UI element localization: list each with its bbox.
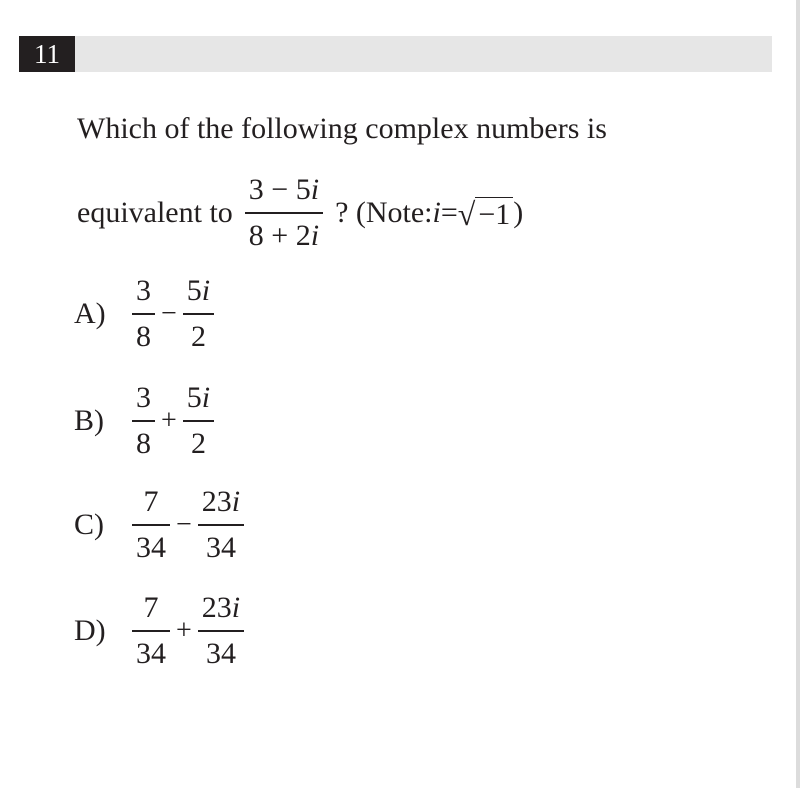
page-edge [796,0,800,788]
note-variable: i [432,196,441,229]
choice-operator: + [176,615,192,646]
note-equals: = [440,196,458,229]
choice-letter: C) [74,508,104,541]
choice-term1: $\frac{7}{34}$ [132,487,170,563]
choice-c[interactable] [74,484,244,566]
stem-fraction-numerator: 3 − 5i [248,173,320,207]
note-open: ? (Note: [335,196,433,229]
note-radicand: −1 [475,197,513,230]
stem-fraction-denominator: 8 + 2i [248,218,320,252]
choice-term2: $\frac{23i}{34}$ [198,487,244,563]
choice-letter: A) [74,297,106,330]
choice-term2: $\frac{5i}{2}$ [183,383,214,459]
choice-letter: D) [74,614,106,647]
question-number: 11 [19,36,75,72]
choice-term2: $\frac{23i}{34}$ [198,593,244,669]
choice-operator: − [176,509,192,540]
question-stem-line2 [77,168,523,258]
choice-letter: B) [74,404,104,437]
choice-term1: $\frac{3}{8}$ [132,383,155,459]
choice-operator: − [161,298,177,329]
choice-a[interactable] [74,273,214,355]
stem-prefix: equivalent to [77,196,233,229]
choice-operator: + [161,405,177,436]
note-close: ) [513,196,524,229]
choice-term1: $\frac{3}{8}$ [132,276,155,352]
square-root: √ −1 [458,197,513,230]
choice-term2: $\frac{5i}{2}$ [183,276,214,352]
choice-b[interactable] [74,380,214,462]
choice-d[interactable] [74,590,244,672]
question-stem-line1: Which of the following complex numbers is [77,112,607,145]
question-header-bar [19,36,772,72]
choice-term1: $\frac{7}{34}$ [132,593,170,669]
stem-fraction [245,175,323,251]
